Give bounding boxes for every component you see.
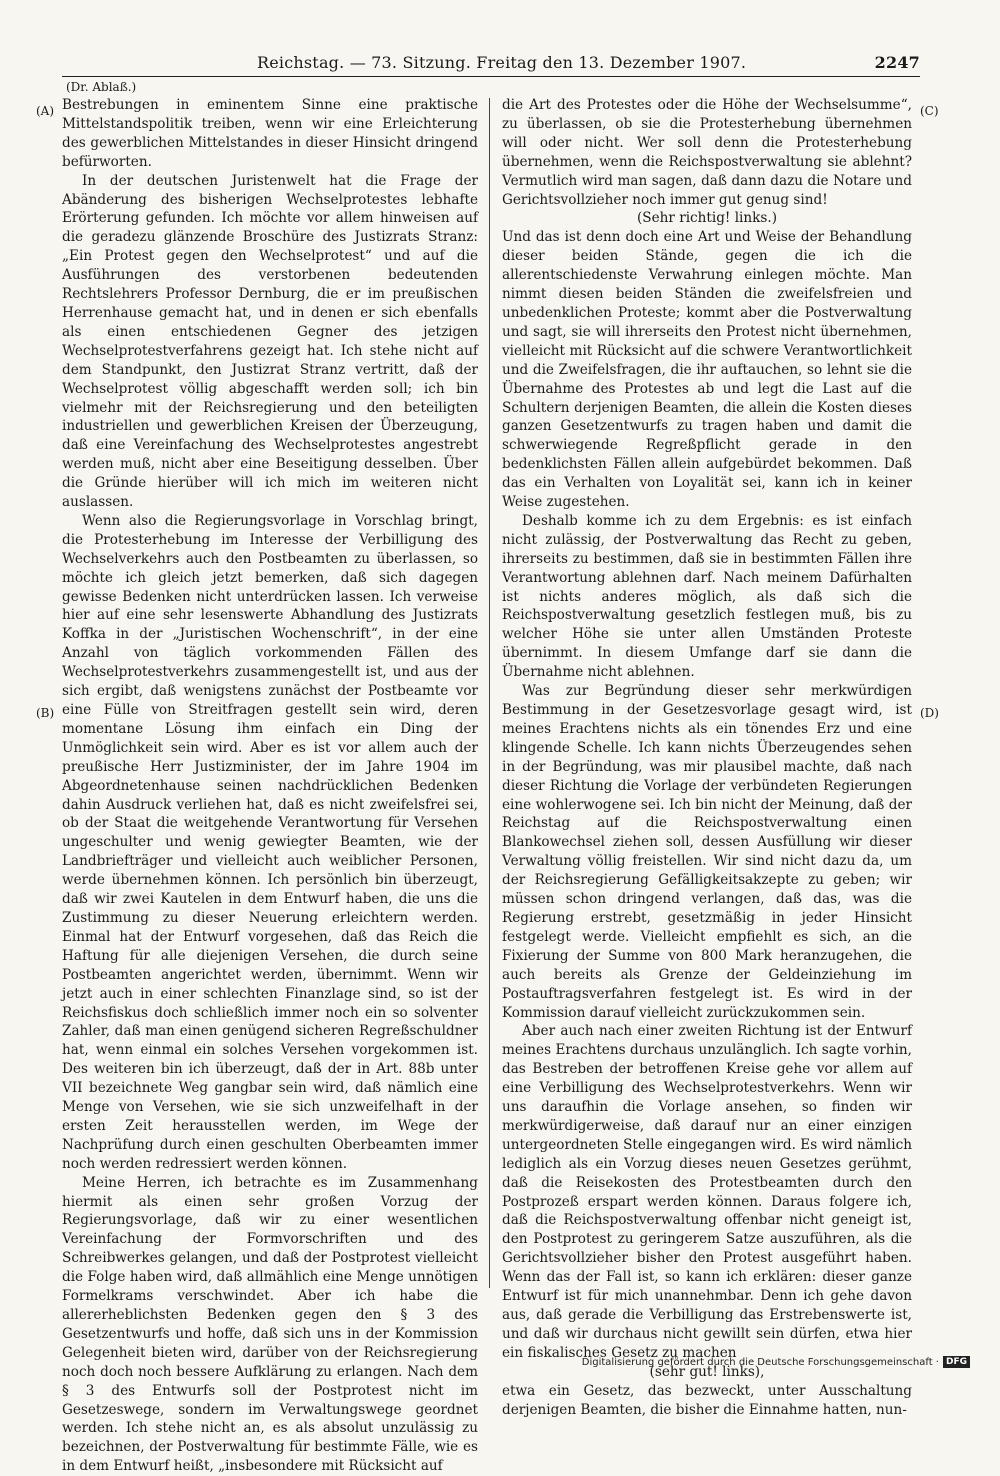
interjection: (sehr gut! links), bbox=[649, 1363, 765, 1380]
margin-marker-c: (C) bbox=[920, 104, 939, 118]
page-header bbox=[62, 52, 920, 77]
paragraph: Aber auch nach einer zweiten Richtung ist der Entwurf meines Erachtens durchaus unzulänglich. Ich sagte vorhin, das Bestreben der betroffenen Kreise gehe vor allem auf eine Verbilligung des Wechselprotestverkehrs. Wenn wir uns daraufhin die Vorlage ansehen, so finden wir merkwürdigerweise, daß darauf nur an einer einzigen untergeordneten Stelle eingegangen wird. Es wird nämlich lediglich als ein Vorzug dieses neuen Gesetzes gerühmt, daß die Reisekosten des Protestbeamten durch den Postprozeß erspart werden können. Daraus folgere ich, daß die Reichspostverwaltung offenbar nicht geneigt ist, den Postprotest zu geringerem Satze auszuführen, als die Gerichtsvollzieher bisher den Protest ausgeführt haben. Wenn das der Fall ist, so kann ich erklären: dieser ganze Entwurf ist für mich unannehmbar. Denn ich gehe davon aus, daß gerade die Verbilligung das Erstrebenswerte ist, und daß wir durchaus nicht gewillt sein dürfen, etwa hier ein fiskalisches Gesetz zu machen bbox=[502, 1023, 912, 1361]
column-divider bbox=[489, 98, 490, 1288]
paragraph: etwa ein Gesetz, das bezweckt, unter Ausschaltung derjenigen Beamten, die bisher die Einnahme hatten, nun- bbox=[502, 1382, 912, 1418]
credit-text: Digitalisierung gefördert durch die Deutsche Forschungsgemeinschaft · bbox=[581, 1356, 939, 1368]
paragraph: Bestrebungen in eminentem Sinne eine praktische Mittelstandspolitik treiben, wenn wir eine Erleichterung des gewerblichen Mittelstandes in dieser Hinsicht dringend befürworten. bbox=[62, 97, 478, 170]
margin-marker-d: (D) bbox=[920, 706, 939, 720]
paragraph: Und das ist denn doch eine Art und Weise der Behandlung dieser beiden Stände, gegen die ich die allerentschiedenste Verwahrung einlegen möchte. Man nimmt diesen beiden Ständen die zweifelsfreien und unbedenklichen Proteste; kommt aber die Postverwaltung und sagt, sie will ihrerseits den Protest nicht übernehmen, vielleicht mit Rücksicht auf die schwere Verantwortlichkeit und die Zweifelsfragen, die ihr auftauchen, so lehnt sie die Übernahme des Protestes ab und legt die Last auf die Schultern derjenigen Beamten, die allein die Kosten dieses ganzen Gesetzentwurfs zu tragen haben und damit die schwerwiegende Regreßpflicht gerade in den bedenklichsten Fällen allein aufgebürdet bekommen. Daß das ein Verhalten von Loyalität sei, kann ich in keiner Weise zugestehen. bbox=[502, 229, 912, 511]
paragraph: Wenn also die Regierungsvorlage in Vorschlag bringt, die Protesterhebung im Interesse der Verbilligung des Wechselverkehrs auch den Postbeamten zu überlassen, so möchte ich gleich jetzt bemerken, daß sich dagegen gewisse Bedenken nicht unterdrücken lassen. Ich verweise hier auf eine sehr lesenswerte Abhandlung des Justizrats Koffka in der „Juristischen Wochenschrift“, in der eine Anzahl von täglich vorkommenden Fällen des Wechselprotestverkehrs zusammengestellt ist, und aus der sich ergibt, daß wenigstens zunächst der Postbeamte vor eine Fülle von Streitfragen gestellt sein wird, deren momentane Lösung ihm einfach ein Ding der Unmöglichkeit sein wird. Aber es ist vor allem auch der preußische Herr Justizminister, der im Jahre 1904 im Abgeordnetenhause seinen nachdrücklichen Bedenken dahin Ausdruck verliehen hat, daß es nicht zweifelsfrei sei, ob der Staat die weitgehende Verantwortung für Versehen ungeschulter und wenig gewiegter Beamten, wie der Landbriefträger und vielleicht auch weiblicher Personen, werde übernehmen können. Ich persönlich bin überzeugt, daß wir zwei Kautelen in dem Entwurf haben, die uns die Zustimmung zu dieser Neuerung erleichtern werden. Einmal hat der Entwurf vorgesehen, daß das Reich die Haftung für alle diejenigen Versehen, die durch seine Postbeamten angerichtet werden, übernimmt. Wenn wir jetzt auch in einer schlechten Finanzlage sind, so ist der Reichsfiskus doch schließlich immer noch ein so solventer Zahler, daß man einen genügend sicheren Regreßschuldner hat, wenn einmal ein solches Versehen vorgekommen ist. Des weiteren bin ich überzeugt, daß der in Art. 88b unter VII bezeichnete Weg gangbar sein wird, daß nämlich eine Menge von Versehen, wie sie sich unzweifelhaft in der ersten Zeit herausstellen werden, im Wege der Nachprüfung durch einen geschulten Oberbeamten immer noch werden redressiert werden können. bbox=[62, 512, 478, 1172]
speaker-name: (Dr. Ablaß.) bbox=[66, 80, 137, 94]
paragraph: In der deutschen Juristenwelt hat die Frage der Abänderung des bisherigen Wechselprotestes lebhafte Erörterung gefunden. Ich möchte vor allem hinweisen auf die geradezu glänzende Broschüre des Justizrats Stranz: „Ein Protest gegen den Wechselprotest“ und auf die Ausführungen des verstorbenen bedeutenden Rechtslehrers Professor Dernburg, die er im preußischen Herrenhause gemacht hat, und in denen er sich ebenfalls als einen entschiedenen Gegner des jetzigen Wechselprotestverfahrens gezeigt hat. Ich stehe nicht auf dem Standpunkt, den Justizrat Stranz vertritt, daß der Wechselprotest völlig abgeschafft werden soll; ich bin vielmehr mit der Reichsregierung und den beteiligten industriellen und gewerblichen Kreisen der Überzeugung, daß eine Vereinfachung des Wechselprotestes angestrebt werden muß, nicht aber eine Beseitigung desselben. Über die Gründe hierüber will ich mich im weiteren nicht auslassen. bbox=[62, 172, 478, 511]
paragraph: Deshalb komme ich zu dem Ergebnis: es ist einfach nicht zulässig, der Postverwaltung das Recht zu geben, ihrerseits zu bestimmen, daß sie in bestimmten Fällen ihre Verantwortung ablehnen darf. Nach meinem Dafürhalten ist nichts anderes möglich, als daß sich die Reichspostverwaltung gesetzlich festlegen muß, bis zu welcher Höhe sie unter allen Umständen Proteste übernimmt. In diesem Umfange darf sie dann die Übernahme nicht ablehnen. bbox=[502, 512, 912, 681]
digitization-credit bbox=[582, 1356, 970, 1368]
left-column bbox=[62, 96, 478, 1475]
running-title: Reichstag. — 73. Sitzung. Freitag den 13. Dezember 1907. bbox=[257, 53, 747, 72]
interjection: (Sehr richtig! links.) bbox=[636, 210, 778, 227]
dfg-logo: DFG bbox=[943, 1356, 970, 1368]
paragraph: Meine Herren, ich betrachte es im Zusammenhang hiermit als einen sehr großen Vorzug der Regierungsvorlage, daß wir zu einer wesentlichen Vereinfachung der Formvorschriften und des Schreibwerkes gelangen, und daß der Postprotest vielleicht die Folge haben wird, daß allmählich eine Menge unnötigen Formelkrams verschwindet. Aber ich habe die allererheblichsten Bedenken gegen den § 3 des Gesetzentwurfs und hoffe, daß sich uns in der Kommission Gelegenheit bieten wird, darüber von der Reichsregierung noch doch noch bessere Aufklärung zu erlangen. Nach dem § 3 des Entwurfs soll der Postprotest nicht im Gesetzeswege, sondern im Verwaltungswege geordnet werden. Ich stehe nicht an, es als absolut unzulässig zu bezeichnen, der Postverwaltung für bestimmte Fälle, wie es in dem Entwurf heißt, „insbesondere mit Rücksicht auf bbox=[62, 1174, 478, 1475]
page-number: 2247 bbox=[874, 53, 920, 72]
margin-marker-a: (A) bbox=[36, 104, 55, 118]
paragraph: die Art des Protestes oder die Höhe der Wechselsumme“, zu überlassen, ob sie die Protesterhebung übernehmen will oder nicht. Wer soll denn die Protesterhebung übernehmen, wenn die Reichspostverwaltung sie ablehnt? Vermutlich wird man sagen, daß dann dazu die Notare und Gerichtsvollzieher noch immer gut genug sind! bbox=[502, 97, 912, 208]
margin-marker-b: (B) bbox=[36, 706, 55, 720]
paragraph: Was zur Begründung dieser sehr merkwürdigen Bestimmung in der Gesetzesvorlage gesagt wird, ist meines Erachtens nichts als ein tönendes Erz und eine klingende Schelle. Ich kann nichts Überzeugendes sehen in der Begründung, was mir plausibel machte, daß nach dieser Richtung die Vorlage der verbündeten Regierungen eine wohlerwogene sei. Ich bin nicht der Meinung, daß der Reichstag auf die Reichspostverwaltung einen Blankowechsel ziehen soll, dessen Ausfüllung wir dieser Verwaltung völlig freistellen. Wir sind nicht dazu da, um der Reichsregierung Gefälligkeitsakzepte zu geben; wir müssen schon dringend verlangen, daß das, was die Regierung erstrebt, gesetzmäßig in jeder Hinsicht festgelegt werde. Vielleicht empfiehlt es sich, an die Fixierung der Summe von 800 Mark heranzugehen, die auch bereits als Grenze der Geldeinziehung im Postauftragsverfahren festgelegt ist. Es wird in der Kommission darauf vielleicht zurückzukommen sein. bbox=[502, 683, 912, 1021]
